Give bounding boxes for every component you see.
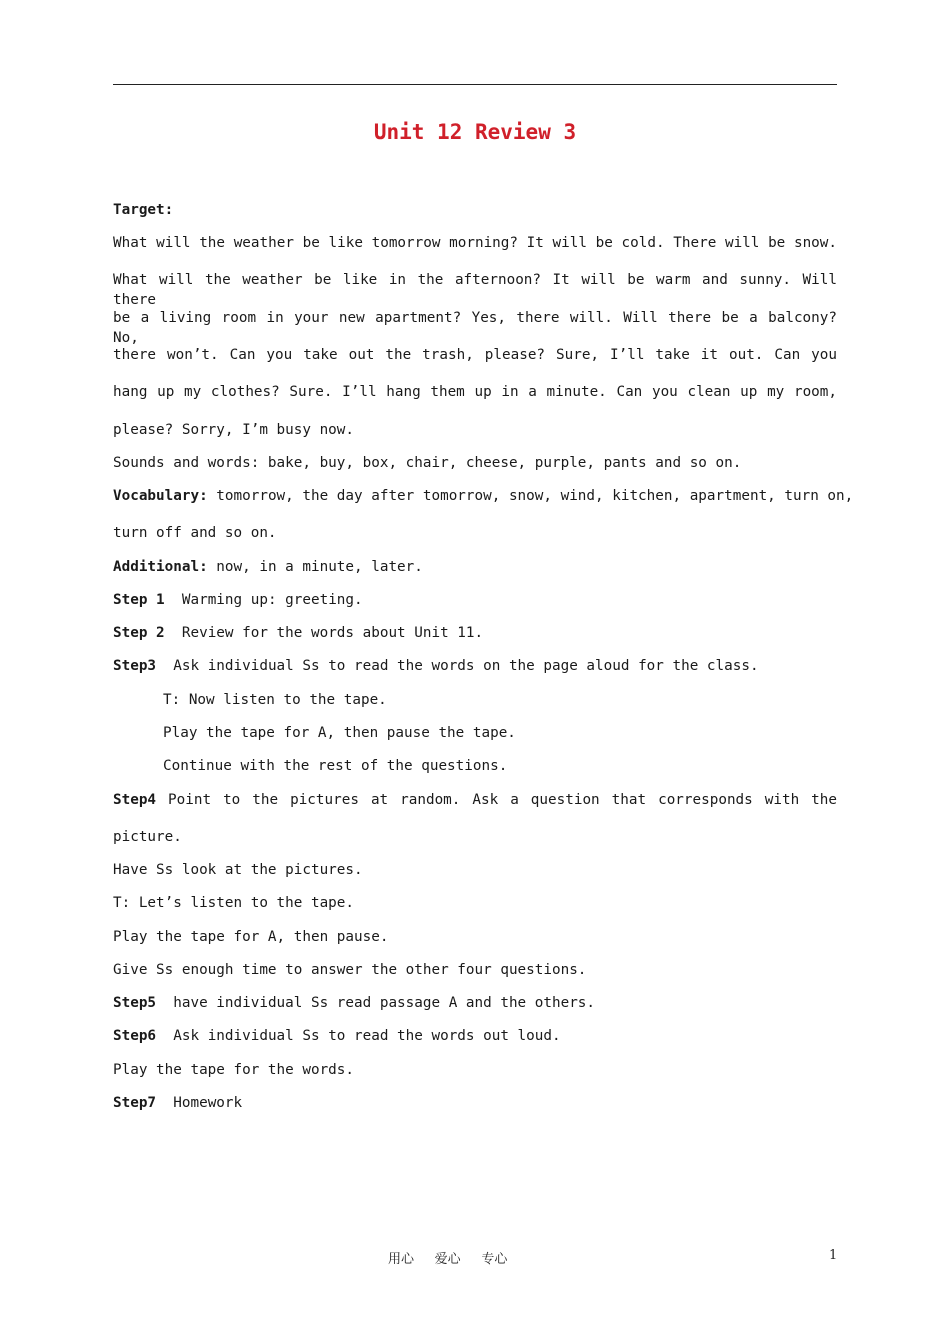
step-1 <box>113 590 837 610</box>
step-6-text: Ask individual Ss to read the words out loud. <box>156 1028 561 1044</box>
page-number: 1 <box>829 1248 838 1263</box>
target-label: Target: <box>113 202 174 218</box>
target-line-5: hang up my clothes? Sure. I’ll hang them up in a minute. Can you clean up my room, <box>113 384 837 400</box>
step-3-label: Step3 <box>113 658 157 674</box>
step-4-label: Step4 <box>113 792 157 808</box>
step-4-line-2: picture. <box>113 829 182 845</box>
vocabulary-line-2: turn off and so on. <box>113 525 277 541</box>
step-3 <box>113 656 837 676</box>
step-3-sub-1: T: Now listen to the tape. <box>163 692 387 708</box>
step-2-text: Review for the words about Unit 11. <box>164 625 484 641</box>
vocabulary-line <box>113 486 854 506</box>
vocabulary-text: tomorrow, the day after tomorrow, snow, wind, kitchen, apartment, turn on, <box>207 488 854 504</box>
step-1-text: Warming up: greeting. <box>164 592 363 608</box>
document-title: Unit 12 Review 3 <box>373 120 577 144</box>
additional-text: now, in a minute, later. <box>207 559 423 575</box>
step-6-sub: Play the tape for the words. <box>113 1062 355 1078</box>
step-5-label: Step5 <box>113 995 157 1011</box>
step-3-text: Ask individual Ss to read the words on the page aloud for the class. <box>156 658 759 674</box>
step-2 <box>113 623 837 643</box>
header-rule <box>113 84 837 85</box>
step-7-text: Homework <box>156 1095 243 1111</box>
step-7 <box>113 1093 837 1113</box>
step-5 <box>113 993 837 1013</box>
step-6-label: Step6 <box>113 1028 157 1044</box>
sounds-and-words: Sounds and words: bake, buy, box, chair, cheese, purple, pants and so on. <box>113 455 742 471</box>
step-6 <box>113 1026 837 1046</box>
vocabulary-label: Vocabulary: <box>113 488 208 504</box>
step-3-sub-2: Play the tape for A, then pause the tape. <box>163 725 516 741</box>
step-4-sub-4: Give Ss enough time to answer the other four questions. <box>113 962 587 978</box>
target-line-2: What will the weather be like in the afternoon? It will be warm and sunny. Will there <box>113 272 837 308</box>
target-line-1: What will the weather be like tomorrow morning? It will be cold. There will be snow. <box>113 235 837 251</box>
additional-label: Additional: <box>113 559 208 575</box>
footer-motto: 用心 爱心 专心 <box>388 1252 508 1267</box>
step-4-text: Point to the pictures at random. Ask a question that corresponds with the <box>156 792 837 808</box>
step-1-label: Step 1 <box>113 592 165 608</box>
step-4-sub-1: Have Ss look at the pictures. <box>113 862 363 878</box>
additional-line <box>113 557 837 577</box>
step-2-label: Step 2 <box>113 625 165 641</box>
target-line-4: there won’t. Can you take out the trash, please? Sure, I’ll take it out. Can you <box>113 347 837 363</box>
step-4-sub-2: T: Let’s listen to the tape. <box>113 895 355 911</box>
step-5-text: have individual Ss read passage A and the others. <box>156 995 596 1011</box>
step-3-sub-3: Continue with the rest of the questions. <box>163 758 508 774</box>
step-4 <box>113 790 837 810</box>
step-4-sub-3: Play the tape for A, then pause. <box>113 929 389 945</box>
target-line-3: be a living room in your new apartment? Yes, there will. Will there be a balcony? No, <box>113 310 837 346</box>
target-line-6: please? Sorry, I’m busy now. <box>113 422 355 438</box>
step-7-label: Step7 <box>113 1095 157 1111</box>
